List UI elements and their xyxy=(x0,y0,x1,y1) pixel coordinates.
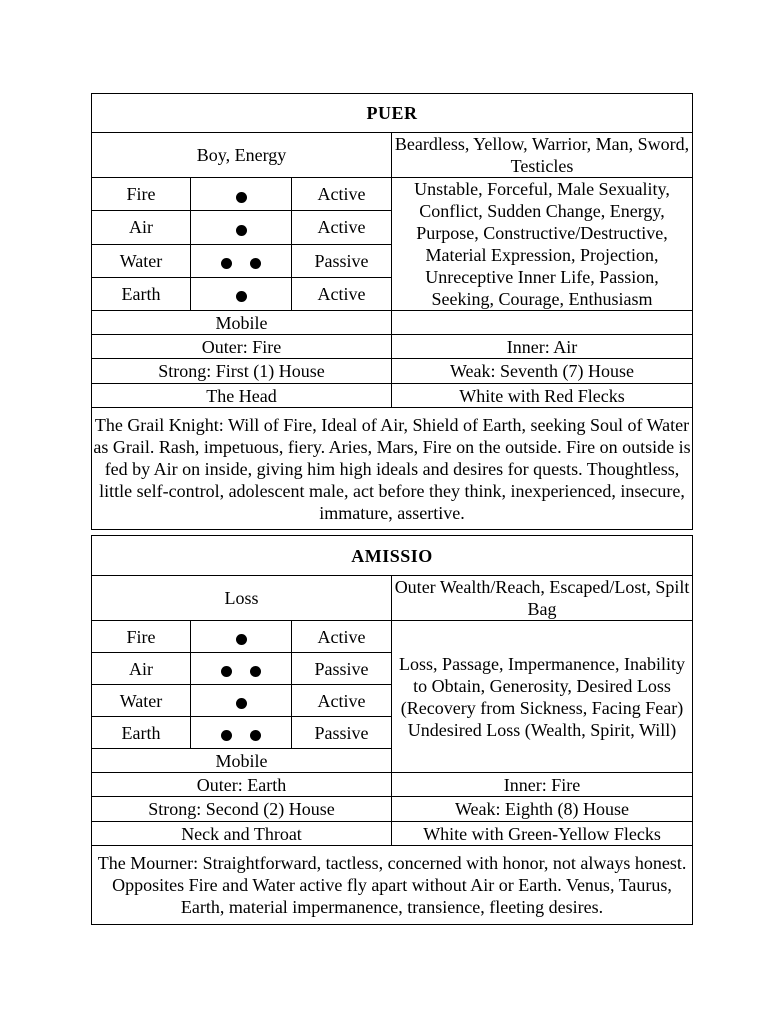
figure-subtitle: Boy, Energy xyxy=(92,133,392,178)
element-label: Air xyxy=(92,211,191,244)
geomantic-dot-icon xyxy=(250,730,261,741)
geomantic-dot-icon xyxy=(236,192,247,203)
dot-row xyxy=(191,186,291,203)
figure-keywords: Loss, Passage, Impermanence, Inability to Obtain, Generosity, Desired Loss (Recovery from Sickness, Facing Fear) Undesired Loss (Wealth, Spirit, Will) xyxy=(392,621,693,773)
geomantic-dot-icon xyxy=(250,258,261,269)
figure-description: The Grail Knight: Will of Fire, Ideal of Air, Shield of Earth, seeking Soul of Water as Grail. Rash, impetuous, fiery. Aries, Mars, Fire on the outside. Fire on outside is fed by Air on inside, giving him high ideals and desires for quests. Thoughtless, little self-control, adolescent male, act before they think, inexperienced, insecure, immature, assertive. xyxy=(92,408,693,530)
element-mode: Active xyxy=(292,277,392,310)
figure-card-amissio xyxy=(91,535,692,925)
geomantic-dot-icon xyxy=(250,666,261,677)
dot-cell xyxy=(191,621,292,653)
dot-cell xyxy=(191,717,292,749)
element-mode: Active xyxy=(292,685,392,717)
figure-color: White with Red Flecks xyxy=(392,384,693,408)
element-mode: Passive xyxy=(292,653,392,685)
figure-body-part: Neck and Throat xyxy=(92,822,392,846)
figure-subtitle: Loss xyxy=(92,576,392,621)
element-mode: Passive xyxy=(292,717,392,749)
dot-row xyxy=(191,660,291,677)
figure-strong-house: Strong: First (1) House xyxy=(92,359,392,384)
figure-keywords: Unstable, Forceful, Male Sexuality, Conflict, Sudden Change, Energy, Purpose, Constructive/Destructive, Material Expression, Projection, Unreceptive Inner Life, Passion, Seeking, Courage, Enthusiasm xyxy=(392,178,693,311)
figure-inner: Inner: Air xyxy=(392,335,693,359)
element-label: Earth xyxy=(92,717,191,749)
dot-row xyxy=(191,692,291,709)
dot-row xyxy=(191,252,291,269)
dot-row xyxy=(191,285,291,302)
geomantic-dot-icon xyxy=(236,698,247,709)
dot-cell xyxy=(191,685,292,717)
figure-associations: Outer Wealth/Reach, Escaped/Lost, Spilt Bag xyxy=(392,576,693,621)
dot-row xyxy=(191,219,291,236)
figure-color: White with Green-Yellow Flecks xyxy=(392,822,693,846)
keywords-continuation xyxy=(392,311,693,335)
figure-title: PUER xyxy=(92,94,693,133)
geomantic-dot-icon xyxy=(236,634,247,645)
figure-quality: Mobile xyxy=(92,749,392,773)
figure-inner: Inner: Fire xyxy=(392,773,693,797)
figure-body-part: The Head xyxy=(92,384,392,408)
element-mode: Active xyxy=(292,211,392,244)
figure-quality: Mobile xyxy=(92,311,392,335)
figure-strong-house: Strong: Second (2) House xyxy=(92,797,392,822)
figure-table xyxy=(91,535,693,925)
element-label: Water xyxy=(92,244,191,277)
dot-cell xyxy=(191,653,292,685)
figure-weak-house: Weak: Seventh (7) House xyxy=(392,359,693,384)
element-label: Fire xyxy=(92,178,191,211)
element-label: Water xyxy=(92,685,191,717)
figure-associations: Beardless, Yellow, Warrior, Man, Sword, Testicles xyxy=(392,133,693,178)
dot-cell xyxy=(191,178,292,211)
figure-outer: Outer: Earth xyxy=(92,773,392,797)
figure-weak-house: Weak: Eighth (8) House xyxy=(392,797,693,822)
dot-cell xyxy=(191,211,292,244)
figure-title: AMISSIO xyxy=(92,536,693,576)
figure-description: The Mourner: Straightforward, tactless, concerned with honor, not always honest. Opposites Fire and Water active fly apart without Air or Earth. Venus, Taurus, Earth, material impermanence, transience, fleeting desires. xyxy=(92,846,693,925)
element-mode: Passive xyxy=(292,244,392,277)
geomantic-dot-icon xyxy=(221,666,232,677)
figure-table xyxy=(91,93,693,530)
geomantic-dot-icon xyxy=(221,258,232,269)
dot-cell xyxy=(191,244,292,277)
element-label: Fire xyxy=(92,621,191,653)
geomantic-dot-icon xyxy=(236,291,247,302)
element-label: Air xyxy=(92,653,191,685)
dot-row xyxy=(191,628,291,645)
element-mode: Active xyxy=(292,178,392,211)
element-mode: Active xyxy=(292,621,392,653)
element-label: Earth xyxy=(92,277,191,310)
geomantic-dot-icon xyxy=(221,730,232,741)
figure-outer: Outer: Fire xyxy=(92,335,392,359)
dot-row xyxy=(191,724,291,741)
geomantic-dot-icon xyxy=(236,225,247,236)
dot-cell xyxy=(191,277,292,310)
figure-card-puer xyxy=(91,93,692,530)
